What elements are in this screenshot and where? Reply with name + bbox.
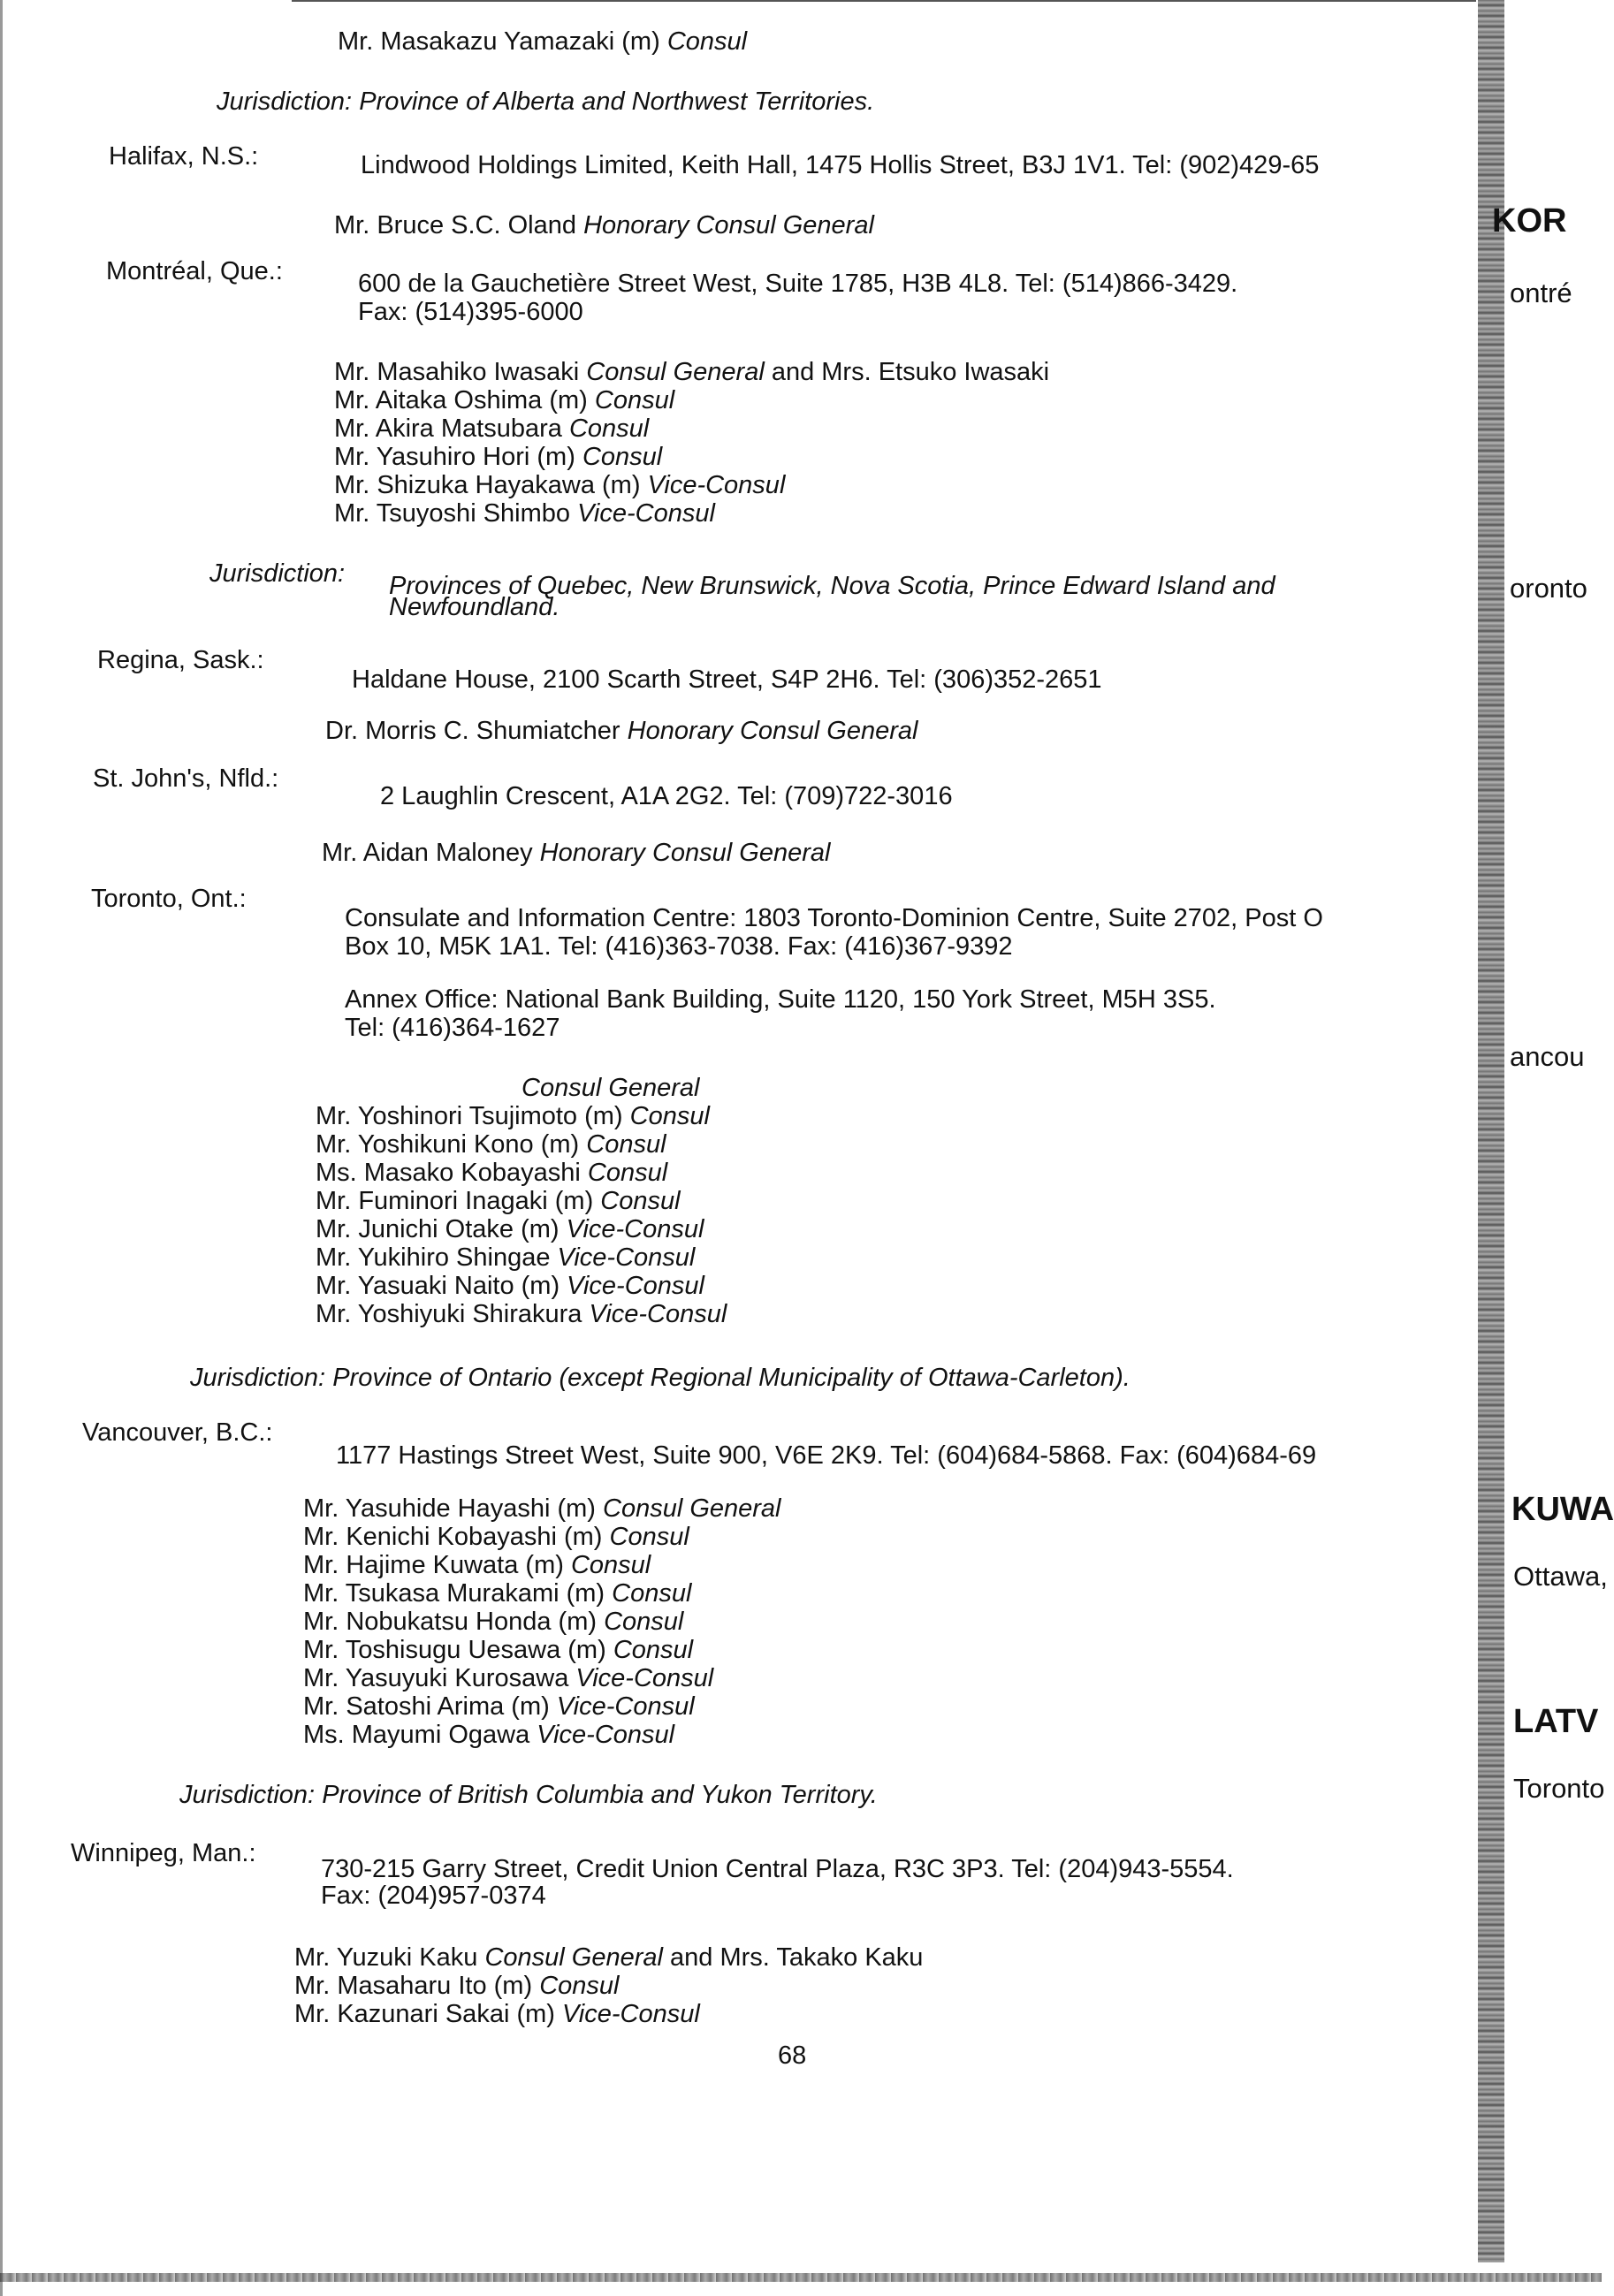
page-top-rule	[292, 0, 1476, 2]
staff-line: Mr. Hajime Kuwata (m) Consul	[303, 1551, 651, 1579]
staff-line: Mr. Junichi Otake (m) Vice-Consul	[316, 1215, 704, 1243]
staff-line: Mr. Yoshikuni Kono (m) Consul	[316, 1130, 666, 1159]
next-page-text: ancou	[1510, 1041, 1585, 1072]
staff-line: Mr. Masahiko Iwasaki Consul General and Mrs. Etsuko Iwasaki	[334, 358, 1050, 386]
staff-line: Mr. Yasuyuki Kurosawa Vice-Consul	[303, 1664, 714, 1692]
jurisdiction-montreal: Provinces of Quebec, New Brunswick, Nova Scotia, Prince Edward Island and	[389, 572, 1275, 600]
staff-line: Mr. Aitaka Oshima (m) Consul	[334, 386, 675, 414]
city-montreal: Montréal, Que.:	[106, 257, 283, 285]
staff-line: Mr. Yasuaki Naito (m) Vice-Consul	[316, 1272, 704, 1300]
jurisdiction-alberta: Jurisdiction: Province of Alberta and Northwest Territories.	[217, 87, 875, 116]
staff-line: Mr. Yasuhiro Hori (m) Consul	[334, 443, 663, 471]
jurisdiction-vancouver: Jurisdiction: Province of British Columbia and Yukon Territory.	[179, 1781, 878, 1809]
staff-line: Mr. Yukihiro Shingae Vice-Consul	[316, 1243, 696, 1272]
jurisdiction-toronto: Jurisdiction: Province of Ontario (except Regional Municipality of Ottawa-Carleton).	[190, 1364, 1131, 1392]
staff-line: Mr. Tsukasa Murakami (m) Consul	[303, 1579, 692, 1608]
staff-line: Mr. Yuzuki Kaku Consul General and Mrs. Takako Kaku	[294, 1943, 924, 1972]
page-left-edge	[0, 0, 3, 2296]
annex-toronto: Annex Office: National Bank Building, Suite 1120, 150 York Street, M5H 3S5.	[345, 985, 1216, 1014]
jurisdiction-label: Jurisdiction:	[209, 559, 346, 588]
staff-line: Dr. Morris C. Shumiatcher Honorary Consul General	[325, 717, 918, 745]
jurisdiction-montreal-cont: Newfoundland.	[389, 593, 560, 621]
staff-line: Mr. Satoshi Arima (m) Vice-Consul	[303, 1692, 695, 1721]
next-page-text: Toronto	[1513, 1773, 1605, 1804]
consul-general-heading: Consul General	[522, 1074, 700, 1102]
next-page-text: Ottawa,	[1513, 1561, 1608, 1592]
next-page-heading-latv: LATV	[1513, 1703, 1599, 1740]
staff-line: Mr. Masakazu Yamazaki (m) Consul	[338, 27, 748, 56]
staff-line: Mr. Tsuyoshi Shimbo Vice-Consul	[334, 499, 715, 528]
fax-winnipeg: Fax: (204)957-0374	[321, 1882, 546, 1910]
address-montreal: 600 de la Gauchetière Street West, Suite 1785, H3B 4L8. Tel: (514)866-3429.	[358, 270, 1238, 298]
fax-montreal: Fax: (514)395-6000	[358, 298, 583, 326]
staff-line: Mr. Yoshiyuki Shirakura Vice-Consul	[316, 1300, 727, 1328]
address-st-johns: 2 Laughlin Crescent, A1A 2G2. Tel: (709)722-3016	[380, 782, 953, 810]
city-toronto: Toronto, Ont.:	[91, 885, 247, 913]
address-toronto: Consulate and Information Centre: 1803 Toronto-Dominion Centre, Suite 2702, Post O	[345, 904, 1323, 932]
next-page-text: oronto	[1510, 573, 1587, 604]
page-number: 68	[778, 2041, 807, 2070]
staff-line: Mr. Fuminori Inagaki (m) Consul	[316, 1187, 681, 1215]
staff-line: Mr. Kenichi Kobayashi (m) Consul	[303, 1523, 689, 1551]
staff-line: Mr. Yasuhide Hayashi (m) Consul General	[303, 1494, 781, 1523]
address-halifax: Lindwood Holdings Limited, Keith Hall, 1475 Hollis Street, B3J 1V1. Tel: (902)429-65	[361, 151, 1320, 179]
next-page-heading-kor: KOR	[1492, 202, 1567, 239]
city-st-johns: St. John's, Nfld.:	[93, 764, 279, 793]
staff-line: Mr. Yoshinori Tsujimoto (m) Consul	[316, 1102, 710, 1130]
address-winnipeg: 730-215 Garry Street, Credit Union Central Plaza, R3C 3P3. Tel: (204)943-5554.	[321, 1855, 1234, 1883]
address-vancouver: 1177 Hastings Street West, Suite 900, V6E 2K9. Tel: (604)684-5868. Fax: (604)684-69	[336, 1441, 1317, 1470]
staff-line: Mr. Bruce S.C. Oland Honorary Consul General	[334, 211, 874, 239]
staff-line: Mr. Shizuka Hayakawa (m) Vice-Consul	[334, 471, 786, 499]
staff-line: Mr. Nobukatsu Honda (m) Consul	[303, 1608, 684, 1636]
staff-line: Ms. Masako Kobayashi Consul	[316, 1159, 668, 1187]
address-regina: Haldane House, 2100 Scarth Street, S4P 2H6. Tel: (306)352-2651	[352, 665, 1102, 694]
city-halifax: Halifax, N.S.:	[109, 142, 259, 171]
staff-line: Ms. Mayumi Ogawa Vice-Consul	[303, 1721, 675, 1749]
staff-line: Mr. Toshisugu Uesawa (m) Consul	[303, 1636, 694, 1664]
page-bottom-edge	[0, 2273, 1602, 2282]
city-vancouver: Vancouver, B.C.:	[82, 1418, 273, 1447]
staff-line: Mr. Kazunari Sakai (m) Vice-Consul	[294, 2000, 700, 2028]
staff-line: Mr. Aidan Maloney Honorary Consul General	[322, 839, 831, 867]
next-page-heading-kuwa: KUWA	[1511, 1491, 1614, 1528]
city-winnipeg: Winnipeg, Man.:	[71, 1839, 256, 1867]
staff-line: Mr. Masaharu Ito (m) Consul	[294, 1972, 620, 2000]
next-page-text: ontré	[1510, 277, 1572, 308]
staff-line: Mr. Akira Matsubara Consul	[334, 414, 650, 443]
address-toronto-cont: Box 10, M5K 1A1. Tel: (416)363-7038. Fax: (416)367-9392	[345, 932, 1013, 961]
binding-gutter	[1478, 0, 1504, 2262]
annex-toronto-tel: Tel: (416)364-1627	[345, 1014, 560, 1042]
city-regina: Regina, Sask.:	[97, 646, 264, 674]
